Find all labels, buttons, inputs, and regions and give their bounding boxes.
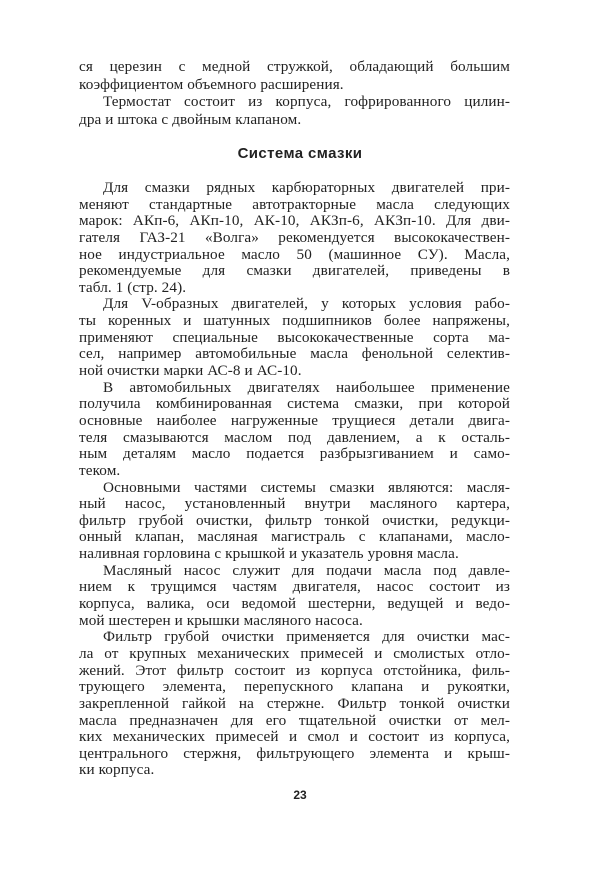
- text-line: мой шестерен и крышки масляного насоса.: [79, 611, 363, 629]
- text-line: основные наиболее нагруженные трущиеся детали двига-: [79, 411, 510, 429]
- text-line: получила комбинированная система смазки, при которой: [79, 395, 510, 413]
- text-line: ки корпуса.: [79, 761, 155, 779]
- text-line: рекомендуемые для смазки двигателей, приведены в: [79, 262, 510, 280]
- text-line: закрепленной гайкой на стержне. Фильтр тонкой очистки: [79, 694, 510, 712]
- text-line: трующего элемента, перепускного клапана и рукоятки,: [79, 678, 510, 696]
- text-line: фильтр грубой очистки, фильтр тонкой очистки, редукци-: [79, 511, 510, 529]
- text-line: табл. 1 (стр. 24).: [79, 278, 187, 296]
- text-line: ным деталям масло подается разбрызгиванием и само-: [79, 445, 510, 463]
- text-line: Основными частями системы смазки являются: масля-: [103, 478, 510, 496]
- text-line: применяют специальные высококачественные сорта ма-: [79, 328, 510, 346]
- text-line: сел, например автомобильные масла фенольной селектив-: [79, 345, 510, 363]
- paragraph: [79, 58, 510, 93]
- text-line: теля смазываются маслом под давлением, а к осталь-: [79, 428, 510, 446]
- section-heading: Система смазки: [237, 145, 363, 162]
- text-line: корпуса, валика, оси ведомой шестерни, ведущей и ведо-: [79, 595, 510, 613]
- paragraph: [79, 629, 510, 779]
- paragraph: [79, 93, 510, 128]
- text-line: жений. Этот фильтр состоит из корпуса отстойника, филь-: [79, 661, 510, 679]
- text-line: Термостат состоит из корпуса, гофрированного цилин-: [103, 93, 510, 110]
- text-line: нием к трущимся частям двигателя, насос состоит из: [79, 578, 510, 596]
- text-line: Для смазки рядных карбюраторных двигателей при-: [103, 179, 510, 196]
- text-line: масла предназначен для его тщательной очистки от мел-: [79, 711, 510, 729]
- paragraph: [79, 380, 510, 480]
- body-text: [79, 180, 510, 779]
- text-line: ты коренных и шатунных подшипников более напряжены,: [79, 312, 510, 330]
- text-line: гателя ГАЗ-21 «Волга» рекомендуется высококачествен-: [79, 228, 510, 246]
- text-line: ла от крупных механических примесей и смолистых отло-: [79, 644, 510, 662]
- text-line: дра и штока с двойным клапаном.: [79, 110, 302, 128]
- text-line: наливная горловина с крышкой и указатель уровня масла.: [79, 545, 459, 563]
- text-line: онный клапан, масляная магистраль с клапанами, масло-: [79, 528, 510, 546]
- text-line: ное индустриальное масло 50 (машинное СУ). Масла,: [79, 245, 510, 263]
- text-line: меняют стандартные автотракторные масла следующих: [79, 195, 510, 213]
- paragraph: [79, 296, 510, 379]
- text-line: марок: АКп-6, АКп-10, АК-10, АКЗп-6, АКЗп-10. Для дви-: [79, 212, 510, 230]
- paragraph: [79, 480, 510, 563]
- text-line: ких механических примесей и смол и состоит из корпуса,: [79, 728, 510, 746]
- text-line: ной очистки марки АС-8 и АС-10.: [79, 362, 302, 380]
- text-line: теком.: [79, 461, 121, 479]
- text-line: центрального стержня, фильтрующего элемента и крыш-: [79, 744, 510, 762]
- paragraph: [79, 563, 510, 630]
- text-line: Фильтр грубой очистки применяется для очистки мас-: [103, 628, 510, 646]
- paragraph: [79, 180, 510, 296]
- text-line: коэффициентом объемного расширения.: [79, 75, 344, 93]
- text-line: Для V-образных двигателей, у которых условия рабо-: [103, 295, 510, 313]
- text-line: В автомобильных двигателях наибольшее применение: [103, 378, 510, 396]
- top-text: [79, 58, 510, 128]
- text-line: ся церезин с медной стружкой, обладающий большим: [79, 58, 510, 75]
- text-line: ный насос, установленный внутри масляного картера,: [79, 495, 510, 513]
- text-line: Масляный насос служит для подачи масла под давле-: [103, 561, 510, 579]
- page-number: 23: [293, 788, 307, 802]
